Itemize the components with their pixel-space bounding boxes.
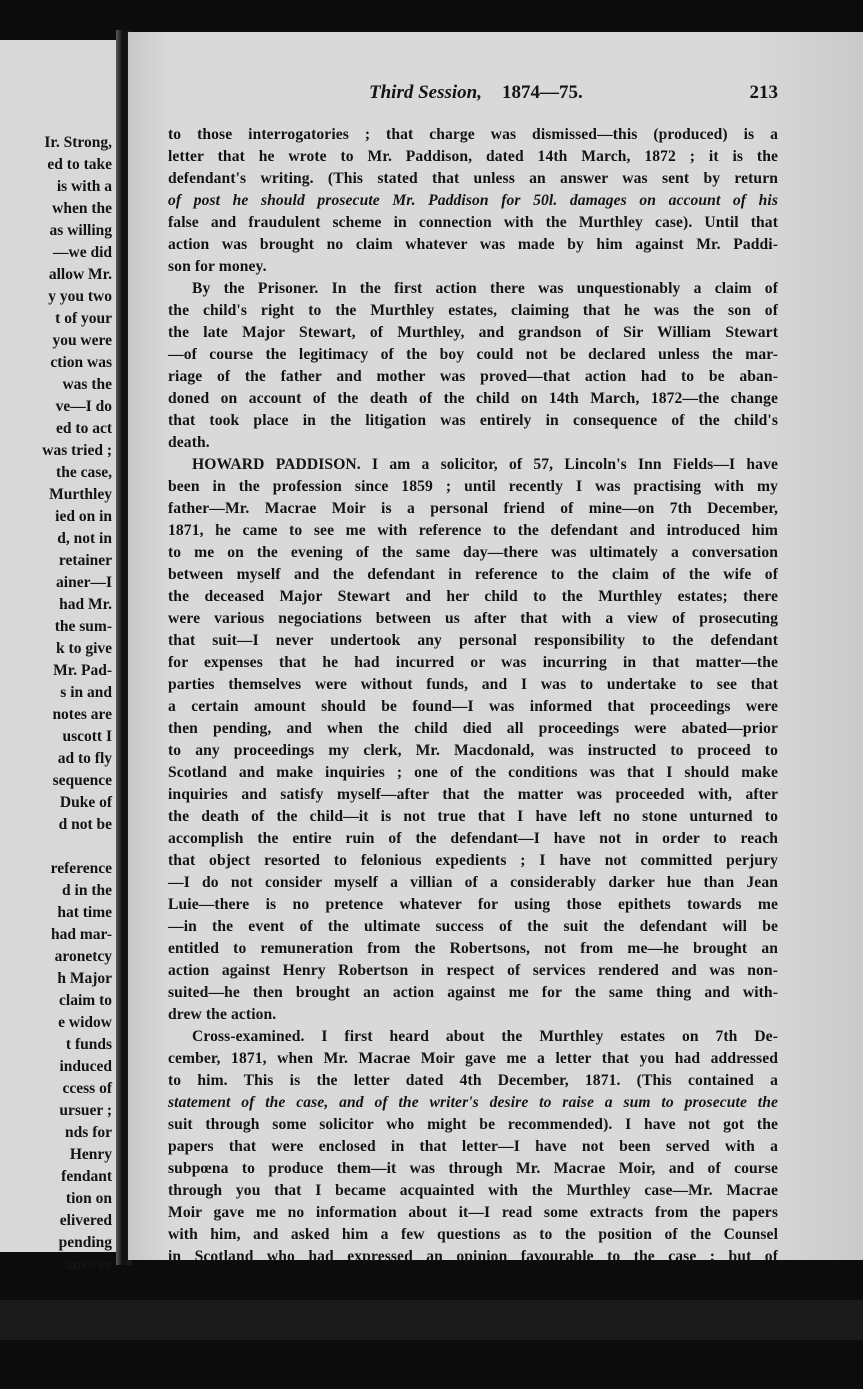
- left-page-line: ccess of: [62, 1080, 112, 1097]
- text-line: suit through some solicitor who might be recommended). I have not got the: [168, 1116, 778, 1133]
- left-page-line: fendant: [61, 1168, 112, 1185]
- left-page-line: the sum-: [54, 618, 112, 635]
- text-line: statement of the case, and of the writer's desire to raise a sum to prosecute the: [168, 1094, 778, 1111]
- text-line: inquiries and satisfy myself—after that the matter was proceeded with, after: [168, 786, 778, 803]
- text-line: Scotland and make inquiries ; one of the conditions was that I should make: [168, 764, 778, 781]
- text-line: the late Major Stewart, of Murthley, and grandson of Sir William Stewart: [168, 324, 778, 341]
- text-line: between myself and the defendant in reference to the claim of the wife of: [168, 566, 778, 583]
- text-line: that took place in the litigation was entirely in consequence of the child's: [168, 412, 778, 429]
- text-line: doned on account of the death of the child on 14th March, 1872—the change: [168, 390, 778, 407]
- left-page-line: Mr. Pad-: [53, 662, 112, 679]
- text-line: then pending, and when the child died all proceedings were abated—prior: [168, 720, 778, 737]
- text-line: death.: [168, 434, 210, 451]
- left-page-line: —we did: [53, 244, 112, 261]
- left-page-line: ainer—I: [56, 574, 112, 591]
- text-line: to me on the evening of the same day—there was ultimately a conversation: [168, 544, 778, 561]
- left-page-line: e widow: [58, 1014, 112, 1031]
- text-line: Luie—there is no pretence whatever for using those epithets towards me: [168, 896, 778, 913]
- left-page-line: ve—I do: [55, 398, 112, 415]
- text-line: defendant's writing. (This stated that unless an answer was sent by return: [168, 170, 778, 187]
- text-line: parties themselves were without funds, and I was to undertake to see that: [168, 676, 778, 693]
- left-page-line: is with a: [56, 178, 112, 195]
- text-line: By the Prisoner. In the first action there was unquestionably a claim of: [192, 280, 778, 297]
- left-page-line: Duke of: [59, 794, 112, 811]
- text-line: letter that he wrote to Mr. Paddison, dated 14th March, 1872 ; it is the: [168, 148, 778, 165]
- text-line: papers that were enclosed in that letter—I have not been served with a: [168, 1138, 778, 1155]
- left-page-line: Murthley: [49, 486, 112, 503]
- text-line: accomplish the entire ruin of the defendant—I have not in order to reach: [168, 830, 778, 847]
- left-page-line: retainer: [58, 552, 112, 569]
- left-page-line: had mar-: [51, 926, 112, 943]
- left-page-line: you were: [52, 332, 112, 349]
- left-page-text: [0, 132, 112, 1276]
- text-line: —I do not consider myself a villian of a considerably darker hue than Jean: [168, 874, 778, 891]
- left-page-line: was the: [62, 376, 112, 393]
- left-page-line: d not be: [58, 816, 112, 833]
- text-line: action against Henry Robertson in respect of services rendered and was non-: [168, 962, 778, 979]
- left-page-line: pending: [58, 1234, 112, 1251]
- text-line: —of course the legitimacy of the boy could not be declared unless the mar-: [168, 346, 778, 363]
- text-line: through you that I became acquainted with the Murthley case—Mr. Macrae: [168, 1182, 778, 1199]
- text-line: HOWARD PADDISON. I am a solicitor, of 57, Lincoln's Inn Fields—I have: [192, 456, 778, 473]
- text-line: to any proceedings my clerk, Mr. Macdonald, was instructed to proceed to: [168, 742, 778, 759]
- text-line: the deceased Major Stewart and her child to the Murthley estates; there: [168, 588, 778, 605]
- left-page-line: nds for: [65, 1124, 112, 1141]
- text-line: a certain amount should be found—I was informed that proceedings were: [168, 698, 778, 715]
- text-line: were various negociations between us after that with a view of prosecuting: [168, 610, 778, 627]
- left-page-line: when the: [52, 200, 112, 217]
- text-line: drew the action.: [168, 1006, 277, 1023]
- left-page-line: hat time: [57, 904, 112, 921]
- left-page-line: induced: [59, 1058, 112, 1075]
- left-page-line: ction was: [50, 354, 112, 371]
- text-line: for expenses that he had incurred or was incurring in that matter—the: [168, 654, 778, 671]
- left-page-line: t of your: [55, 310, 112, 327]
- left-page-line: s in and: [60, 684, 112, 701]
- text-line: cember, 1871, when Mr. Macrae Moir gave me a letter that you had addressed: [168, 1050, 778, 1067]
- left-page-line: sequence: [52, 772, 112, 789]
- left-page-line: ed to take: [47, 156, 112, 173]
- text-line: father—Mr. Macrae Moir is a personal friend of mine—on 7th December,: [168, 500, 778, 517]
- text-line: riage of the father and mother was proved—that action had to be aban-: [168, 368, 778, 385]
- text-line: of post he should prosecute Mr. Paddison for 50l. damages on account of his: [168, 192, 778, 209]
- text-line: —in the event of the ultimate success of the suit the defendant will be: [168, 918, 778, 935]
- left-page-line: answer: [64, 1256, 112, 1273]
- text-line: the child's right to the Murthley estates, claiming that he was the son of: [168, 302, 778, 319]
- left-page-line: ed to act: [56, 420, 112, 437]
- left-page-line: notes are: [52, 706, 112, 723]
- left-page-line: y you two: [48, 288, 112, 305]
- left-page: [0, 40, 116, 1273]
- left-page-line: was tried ;: [42, 442, 112, 459]
- left-page-line: ursuer ;: [59, 1102, 112, 1119]
- left-page-line: elivered: [59, 1212, 112, 1229]
- text-line: entitled to remuneration from the Robertsons, not from me—he brought an: [168, 940, 778, 957]
- text-line: Cross-examined. I first heard about the Murthley estates on 7th De-: [192, 1028, 778, 1045]
- left-page-line: had Mr.: [59, 596, 112, 613]
- left-page-line: Henry: [69, 1146, 112, 1163]
- left-page-line: ad to fly: [57, 750, 112, 767]
- left-page-line: d, not in: [57, 530, 112, 547]
- text-line: false and fraudulent scheme in connection with the Murthley case). Until that: [168, 214, 778, 231]
- left-page-line: allow Mr.: [48, 266, 112, 283]
- left-page-line: the case,: [56, 464, 112, 481]
- left-page-line: uscott I: [62, 728, 112, 745]
- left-page-line: aronetcy: [54, 948, 112, 965]
- text-line: Moir gave me no information about it—I read some extracts from the papers: [168, 1204, 778, 1221]
- left-page-line: claim to: [59, 992, 112, 1009]
- text-line: subpœna to produce them—it was through Mr. Macrae Moir, and of course: [168, 1160, 778, 1177]
- scanner-edge: [0, 1300, 863, 1340]
- text-line: to those interrogatories ; that charge was dismissed—this (produced) is a: [168, 126, 778, 143]
- session-title: Third Session,: [369, 82, 482, 103]
- text-line: son for money.: [168, 258, 267, 275]
- text-line: action was brought no claim whatever was made by him against Mr. Paddi-: [168, 236, 778, 253]
- left-page-line: k to give: [56, 640, 112, 657]
- right-page: [128, 32, 863, 1265]
- text-line: that suit—I never undertook any personal responsibility to the defendant: [168, 632, 778, 649]
- running-head: [168, 82, 778, 106]
- left-page-line: tion on: [65, 1190, 112, 1207]
- text-line: the death of the child—it is not true that I have left no stone unturned to: [168, 808, 778, 825]
- left-page-line: h Major: [57, 970, 112, 987]
- left-page-line: d in the: [62, 882, 112, 899]
- left-page-line: reference: [50, 860, 112, 877]
- text-line: in Scotland who had expressed an opinion favourable to the case ; but of: [168, 1248, 778, 1265]
- text-line: suited—he then brought an action against me for the same thing and with-: [168, 984, 778, 1001]
- text-line: to him. This is the letter dated 4th December, 1871. (This contained a: [168, 1072, 778, 1089]
- left-page-line: Ir. Strong,: [44, 134, 112, 151]
- left-page-line: t funds: [65, 1036, 112, 1053]
- text-line: that object resorted to felonious expedients ; I have not committed perjury: [168, 852, 778, 869]
- left-page-line: [0, 836, 112, 858]
- text-line: with him, and asked him a few questions as to the position of the Counsel: [168, 1226, 778, 1243]
- text-line: 1871, he came to see me with reference to the defendant and introduced him: [168, 522, 778, 539]
- page-number: 213: [749, 82, 778, 103]
- left-page-line: as willing: [49, 222, 112, 239]
- body-text: [168, 124, 778, 1268]
- text-line: been in the profession since 1859 ; until recently I was practising with my: [168, 478, 778, 495]
- session-years: 1874—75.: [502, 82, 583, 103]
- left-page-line: ied on in: [55, 508, 112, 525]
